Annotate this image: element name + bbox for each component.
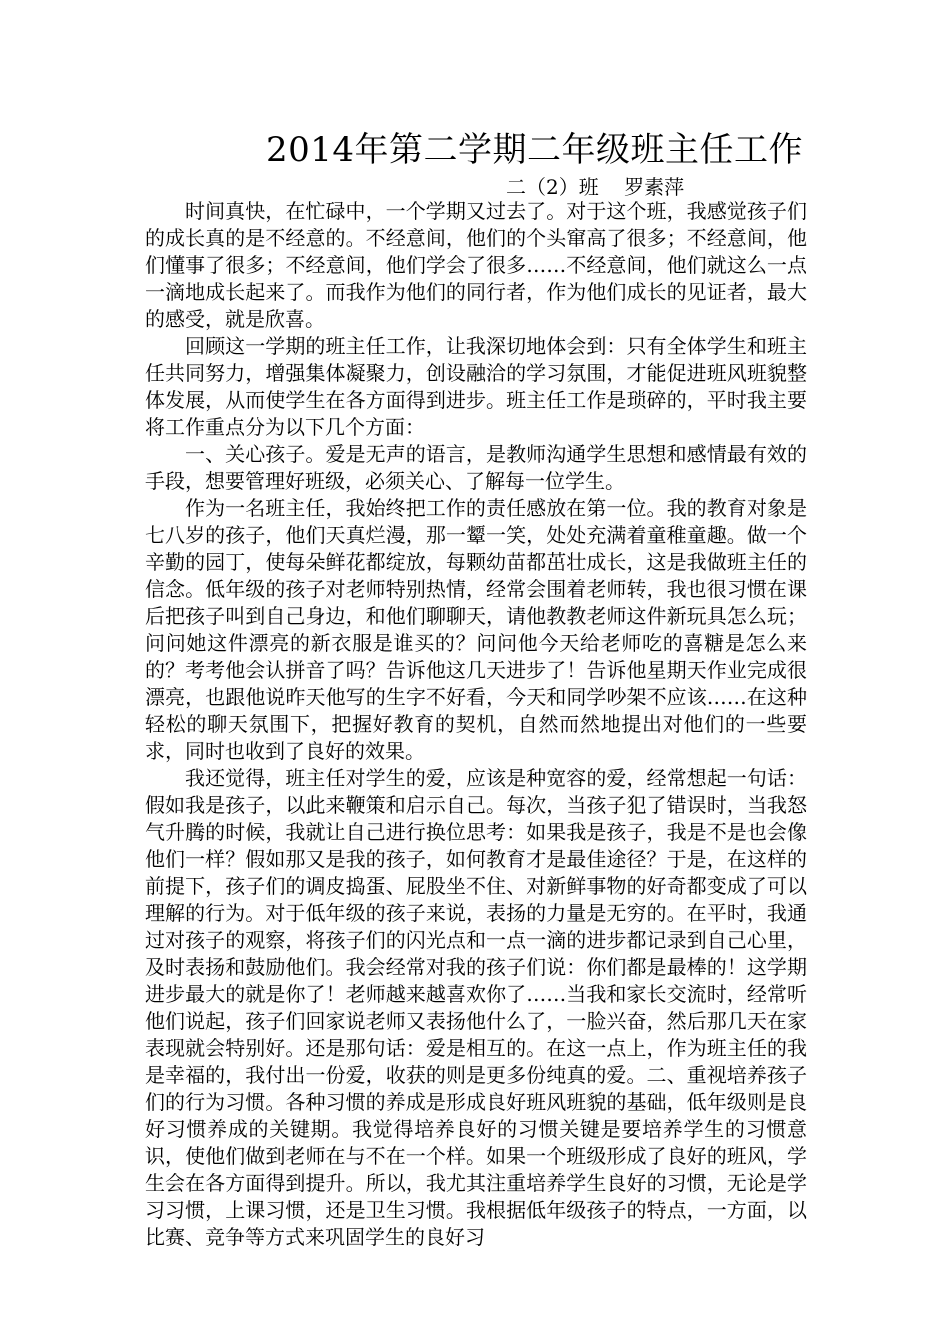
author-line: 二（2）班 罗素萍 [506, 175, 685, 199]
paragraph-tolerance: 我还觉得，班主任对学生的爱，应该是种宽容的爱，经常想起一句话：假如我是孩子，以此来鞭策和启示自己。每次，当孩子犯了错误时，当我怒气升腾的时候，我就让自己进行换位思考：如果我是孩子，我是不是也会像他们一样？假如那又是我的孩子，如何教育才是最佳途径？于是，在这样的前提下，孩子们的调皮捣蛋、屁股坐不住、对新鲜事物的好奇都变成了可以理解的行为。对于低年级的孩子来说，表扬的力量是无穷的。在平时，我通过对孩子的观察，将孩子们的闪光点和一点一滴的进步都记录到自己心里，及时表扬和鼓励他们。我会经常对我的孩子们说：你们都是最棒的！这学期进步最大的就是你了！老师越来越喜欢你了……当我和家长交流时，经常听他们说起，孩子们回家说老师又表扬他什么了，一脸兴奋，然后那几天在家表现就会特别好。还是那句话：爱是相互的。在这一点上，作为班主任的我是幸福的，我付出一份爱，收获的则是更多份纯真的爱。二、重视培养孩子们的行为习惯。各种习惯的养成是形成良好班风班貌的基础，低年级则是良好习惯养成的关键期。我觉得培养良好的习惯关键是要培养学生的习惯意识，使他们做到老师在与不在一个样。如果一个班级形成了良好的班风，学生会在各方面得到提升。所以，我尤其注重培养学生良好的习惯，无论是学习习惯，上课习惯，还是卫生习惯。我根据低年级孩子的特点，一方面，以比赛、竞争等方式来巩固学生的良好习 [145, 766, 807, 1249]
paragraph-intro: 时间真快，在忙碌中，一个学期又过去了。对于这个班，我感觉孩子们的成长真的是不经意的。不经意间，他们的个头窜高了很多；不经意间，他们懂事了很多；不经意间，他们学会了很多……不经意间，他们就这么一点一滴地成长起来了。而我作为他们的同行者，作为他们成长的见证者，最大的感受，就是欣喜。 [145, 199, 807, 331]
paragraph-responsibility: 作为一名班主任，我始终把工作的责任感放在第一位。我的教育对象是七八岁的孩子，他们天真烂漫，那一颦一笑，处处充满着童稚童趣。做一个辛勤的园丁，使每朵鲜花都绽放，每颗幼苗都茁壮成长，这是我做班主任的信念。低年级的孩子对老师特别热情，经常会围着老师转，我也很习惯在课后把孩子叫到自己身边，和他们聊聊天，请他教教老师这件新玩具怎么玩；问问她这件漂亮的新衣服是谁买的？问问他今天给老师吃的喜糖是怎么来的？考考他会认拼音了吗？告诉他这几天进步了！告诉他星期天作业完成很漂亮，也跟他说昨天他写的生字不好看，今天和同学吵架不应该……在这种轻松的聊天氛围下，把握好教育的契机，自然而然地提出对他们的一些要求，同时也收到了良好的效果。 [145, 496, 807, 763]
document-body [145, 198, 807, 1251]
document-title: 2014年第二学期二年级班主任工作 [266, 130, 804, 170]
paragraph-review: 回顾这一学期的班主任工作，让我深切地体会到：只有全体学生和班主任共同努力，增强集体凝聚力，创设融洽的学习氛围，才能促进班风班貌整体发展，从而使学生在各方面得到进步。班主任工作是琐碎的，平时我主要将工作重点分为以下几个方面： [145, 334, 807, 439]
paragraph-section-one: 一、关心孩子。爱是无声的语言，是教师沟通学生思想和感情最有效的手段，想要管理好班级，必须关心、了解每一位学生。 [145, 442, 807, 493]
